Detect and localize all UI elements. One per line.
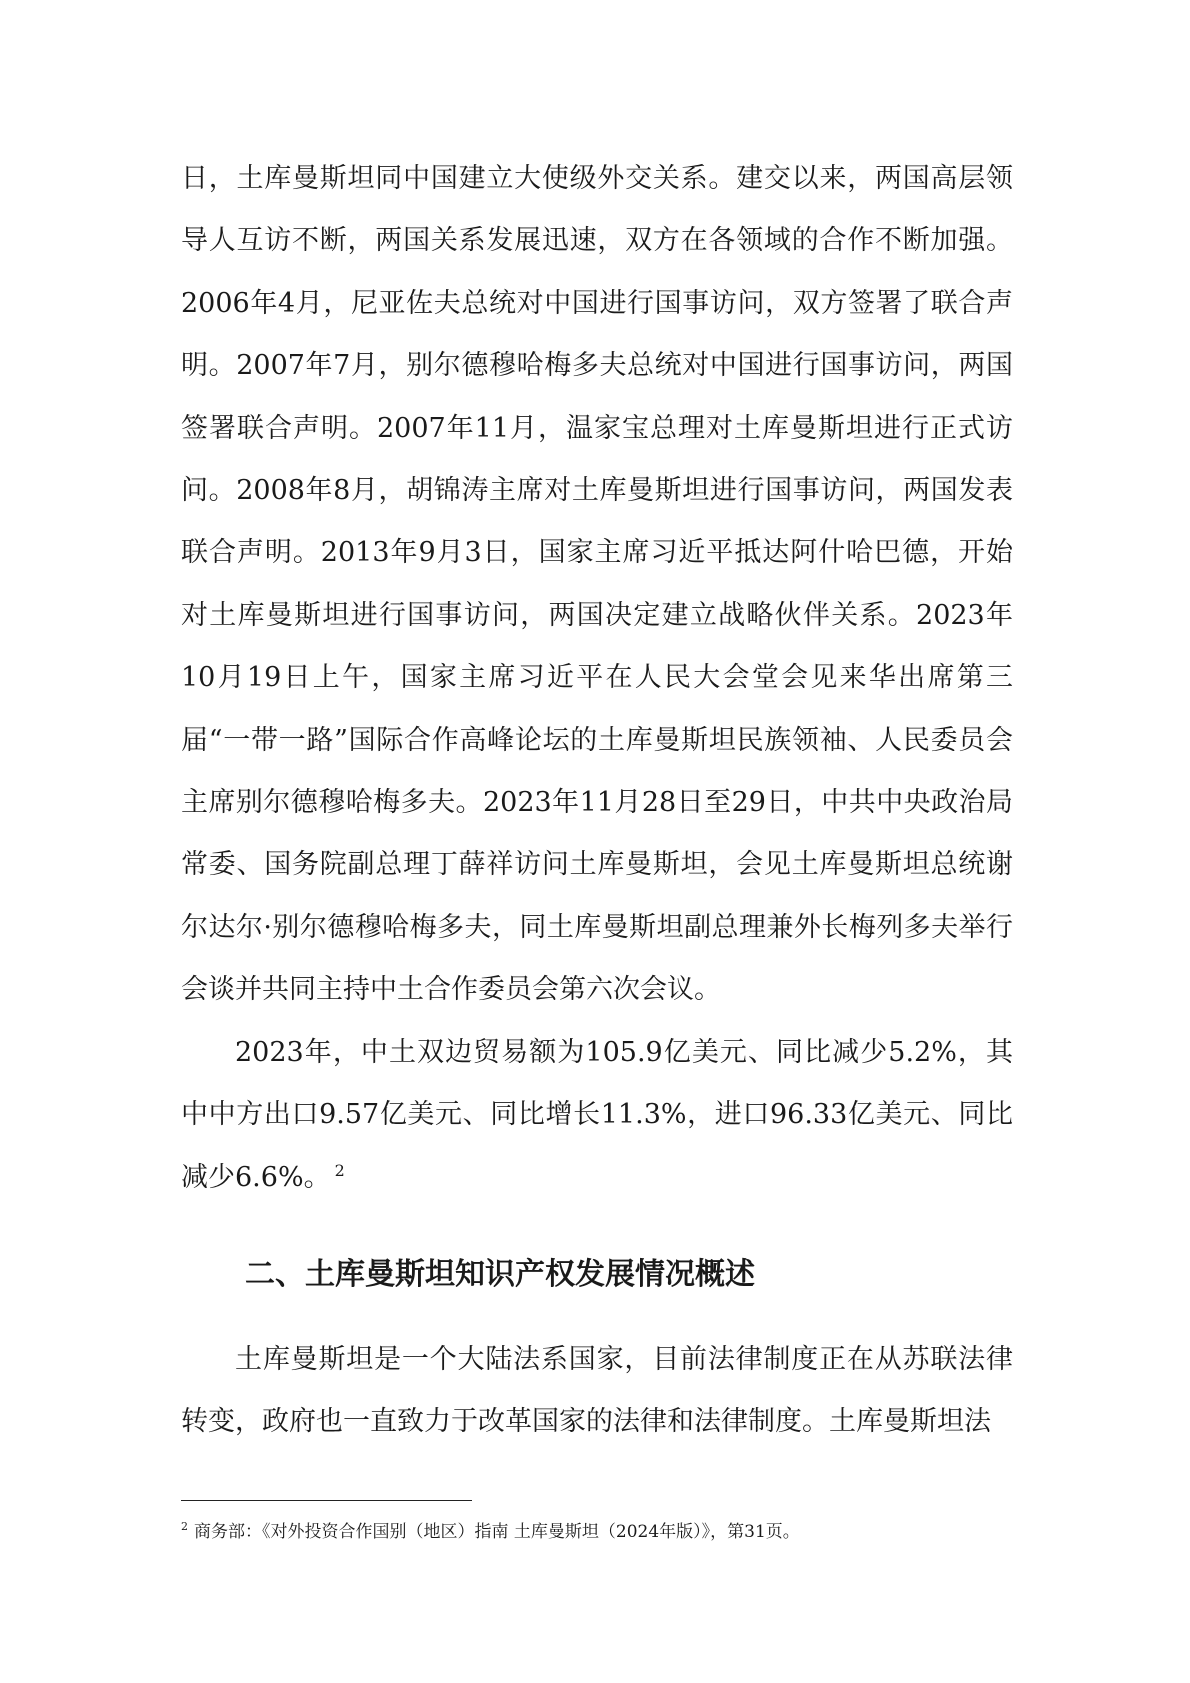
footnote-separator xyxy=(181,1500,472,1501)
footnote xyxy=(181,1519,1013,1545)
footnote-number: 2 xyxy=(181,1520,188,1534)
paragraph-trade xyxy=(181,1022,1013,1209)
document-body xyxy=(181,148,1013,1454)
footnote-reference[interactable]: 2 xyxy=(334,1160,345,1180)
paragraph-legal-system: 土库曼斯坦是一个大陆法系国家，目前法律制度正在从苏联法律转变，政府也一直致力于改革国家的法律和法律制度。土库曼斯坦法 xyxy=(181,1343,1013,1438)
paragraph-diplomatic-relations: 日，土库曼斯坦同中国建立大使级外交关系。建交以来，两国高层领导人互访不断，两国关系发展迅速，双方在各领域的合作不断加强。2006年4月，尼亚佐夫总统对中国进行国事访问，双方签署了联合声明。2007年7月，别尔德穆哈梅多夫总统对中国进行国事访问，两国签署联合声明。2007年11月，温家宝总理对土库曼斯坦进行正式访问。2008年8月，胡锦涛主席对土库曼斯坦进行国事访问，两国发表联合声明。2013年9月3日，国家主席习近平抵达阿什哈巴德，开始对土库曼斯坦进行国事访问，两国决定建立战略伙伴关系。2023年10月19日上午，国家主席习近平在人民大会堂会见来华出席第三届“一带一路”国际合作高峰论坛的土库曼斯坦民族领袖、人民委员会主席别尔德穆哈梅多夫。2023年11月28日至29日，中共中央政治局常委、国务院副总理丁薛祥访问土库曼斯坦，会见土库曼斯坦总统谢尔达尔·别尔德穆哈梅多夫，同土库曼斯坦副总理兼外长梅列多夫举行会谈并共同主持中土合作委员会第六次会议。 xyxy=(181,163,1013,1006)
footnote-text: 商务部：《对外投资合作国别（地区）指南 土库曼斯坦（2024年版）》，第31页。 xyxy=(194,1522,800,1542)
section-heading: 二、土库曼斯坦知识产权发展情况概述 xyxy=(245,1256,755,1292)
paragraph-trade-text: 2023年，中土双边贸易额为105.9亿美元、同比减少5.2%，其中中方出口9.57亿美元、同比增长11.3%，进口96.33亿美元、同比减少6.6%。 xyxy=(181,1036,1013,1193)
